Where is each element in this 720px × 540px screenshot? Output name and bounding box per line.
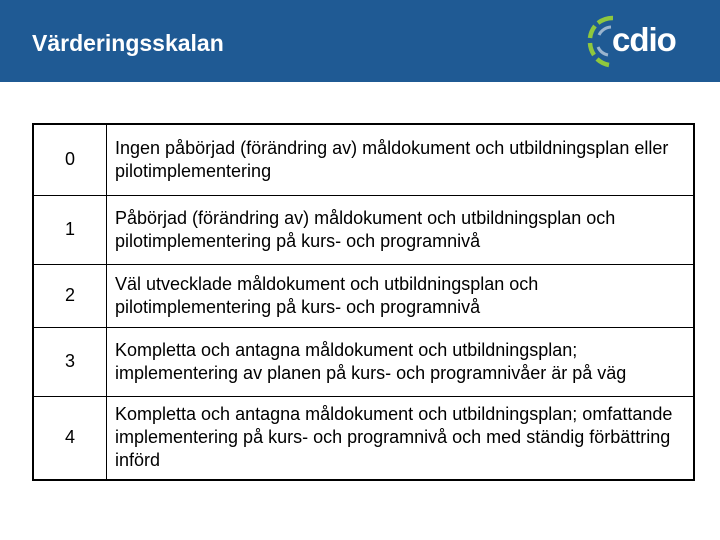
table-row: [33, 327, 694, 396]
level-cell: 1: [33, 195, 107, 264]
logo-text: cdio: [612, 21, 676, 58]
table-row: [33, 124, 694, 195]
level-cell: 2: [33, 264, 107, 327]
description-cell: Kompletta och antagna måldokument och utbildningsplan; implementering av planen på kurs- och programnivåer är på väg: [107, 327, 695, 396]
level-cell: 0: [33, 124, 107, 195]
cdio-logo: [586, 11, 686, 71]
table-row: [33, 195, 694, 264]
description-cell: Väl utvecklade måldokument och utbildningsplan och pilotimplementering på kurs- och programnivå: [107, 264, 695, 327]
page-title: Värderingsskalan: [32, 30, 224, 56]
description-cell: Kompletta och antagna måldokument och utbildningsplan; omfattande implementering på kurs- och programnivå och med ständig förbättring införd: [107, 396, 695, 480]
rating-scale-table: [32, 123, 695, 481]
level-cell: 4: [33, 396, 107, 480]
table-row: [33, 396, 694, 480]
title-banner: [0, 0, 720, 82]
level-cell: 3: [33, 327, 107, 396]
description-cell: Påbörjad (förändring av) måldokument och utbildningsplan och pilotimplementering på kurs- och programnivå: [107, 195, 695, 264]
table-row: [33, 264, 694, 327]
description-cell: Ingen påbörjad (förändring av) måldokument och utbildningsplan eller pilotimplementering: [115, 137, 669, 181]
